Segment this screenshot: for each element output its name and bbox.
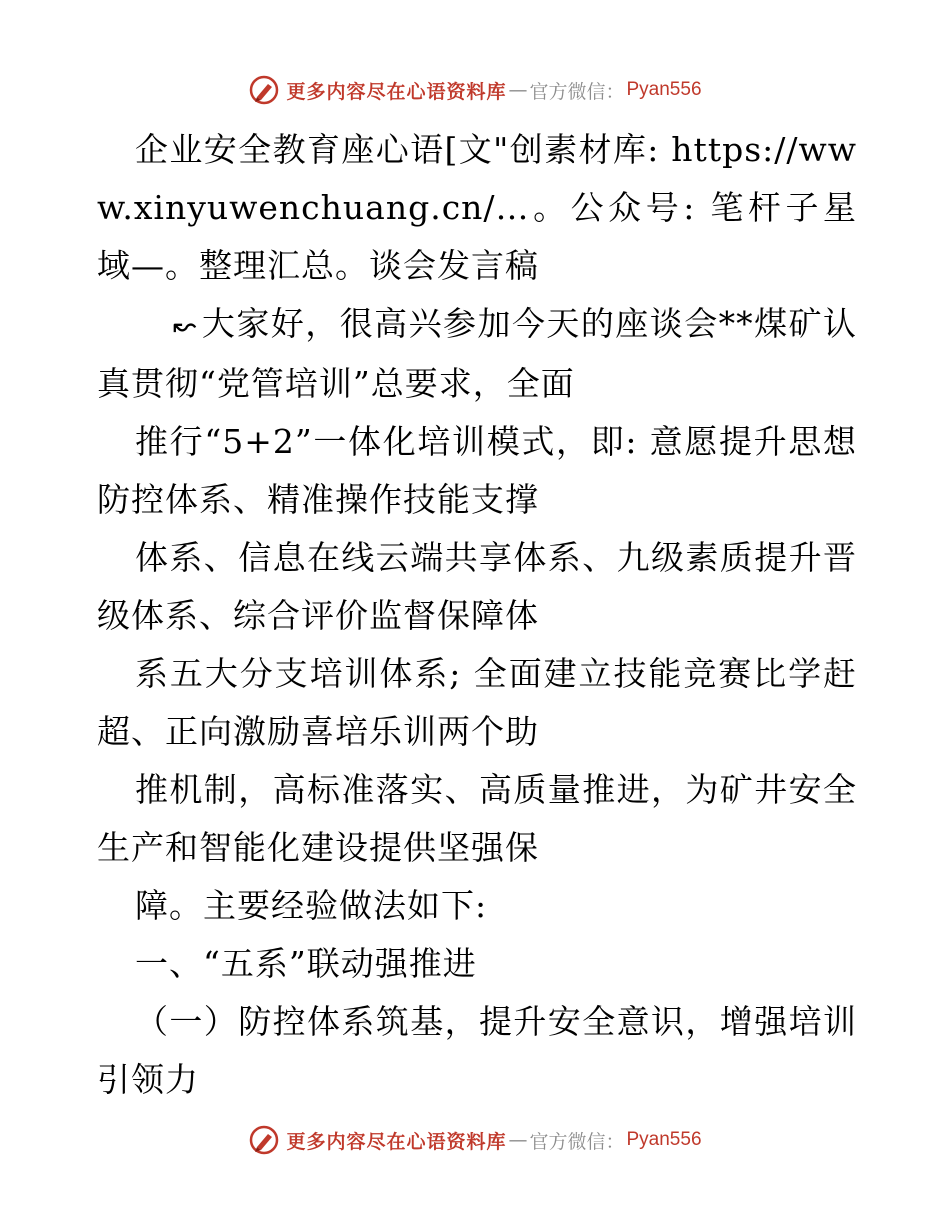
paragraph: 障。主要经验做法如下: [135, 886, 488, 925]
banner-dash: — [508, 1129, 528, 1151]
pen-logo-icon [248, 74, 280, 106]
paragraph: 体系、信息在线云端共享体系、九级素质提升晋级体系、综合评价监督保障体 [97, 538, 857, 635]
banner-wechat-id: Pyan556 [626, 1129, 702, 1150]
paragraph-intro-text: 大家好，很高兴参加今天的座谈会**煤矿认真贯彻“党管培训”总要求，全面 [97, 304, 857, 403]
header-banner [0, 70, 950, 110]
pen-logo-icon [248, 1124, 280, 1156]
paragraph: 系五大分支培训体系; 全面建立技能竞赛比学赶超、正向激励喜培乐训两个助 [97, 654, 857, 751]
footer-banner [0, 1120, 950, 1160]
banner-brand-text: 更多内容尽在心语资料库 [286, 80, 507, 103]
subsection-heading: （一）防控体系筑基，提升安全意识，增强培训引领力 [97, 1002, 857, 1099]
banner-wechat-id: Pyan556 [626, 79, 702, 100]
paragraph: 推行“5+2”一体化培训模式，即: 意愿提升思想防控体系、精准操作技能支撑 [97, 422, 857, 519]
paragraph-intro [97, 295, 857, 413]
banner-official-label: 官方微信： [529, 1130, 625, 1153]
ornament-leaf-icon: ↜ [173, 309, 198, 342]
banner-official-label: 官方微信： [529, 80, 625, 103]
banner-dash: — [508, 79, 528, 101]
document-body [97, 121, 857, 1109]
banner-brand-text: 更多内容尽在心语资料库 [286, 1130, 507, 1153]
paragraph-title: 企业安全教育座心语[文"创素材库: https://www.xinyuwenchuang.cn/…。公众号: 笔杆子星域—。整理汇总。谈会发言稿 [97, 130, 857, 285]
paragraph: 推机制，高标准落实、高质量推进，为矿井安全生产和智能化建设提供坚强保 [97, 770, 857, 867]
section-heading: 一、“五系”联动强推进 [135, 944, 477, 983]
